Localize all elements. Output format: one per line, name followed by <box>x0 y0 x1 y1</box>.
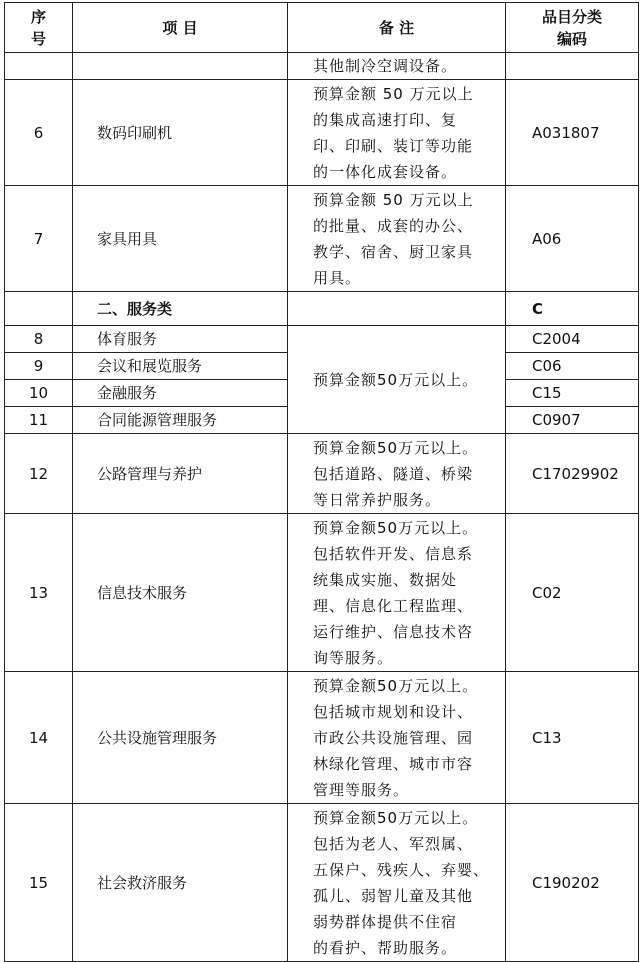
cell-seq: 6 <box>5 80 73 186</box>
cell-code: C02 <box>506 514 639 672</box>
section-code: C <box>506 292 639 326</box>
note-line: 统集成实施、数据处 <box>313 570 458 589</box>
note-line: 其他制冷空调设备。 <box>313 57 458 75</box>
header-code: 品目分类 编码 <box>506 3 639 53</box>
cell-seq: 7 <box>5 186 73 292</box>
table-row <box>5 326 639 353</box>
cell-code <box>506 53 639 80</box>
cell-note <box>288 434 506 514</box>
cell-item <box>73 53 288 80</box>
note-line: 预算金额50万元以上。 <box>313 808 479 827</box>
cell-item: 公路管理与养护 <box>73 434 288 514</box>
note-line: 的集成高速打印、复 <box>313 110 458 129</box>
cell-code: C190202 <box>506 804 639 962</box>
cell-code: C15 <box>506 380 639 407</box>
header-seq: 序 号 <box>5 3 73 53</box>
cell-code: C17029902 <box>506 434 639 514</box>
cell-seq <box>5 53 73 80</box>
cell-item: 会议和展览服务 <box>73 353 288 380</box>
cell-seq: 15 <box>5 804 73 962</box>
cell-item: 体育服务 <box>73 326 288 353</box>
note-line: 包括城市规划和设计、 <box>313 702 474 721</box>
note-line: 教学、宿舍、厨卫家具 <box>313 242 474 261</box>
table-row <box>5 186 639 292</box>
note-line: 管理等服务。 <box>313 780 410 799</box>
note-line: 理、信息化工程监理、 <box>313 596 474 615</box>
cell-item: 信息技术服务 <box>73 514 288 672</box>
cell-seq: 10 <box>5 380 73 407</box>
cell-note <box>288 186 506 292</box>
cell-note <box>288 292 506 326</box>
cell-item: 社会救济服务 <box>73 804 288 962</box>
cell-item: 数码印刷机 <box>73 80 288 186</box>
header-row <box>5 3 639 53</box>
note-line: 预算金额50万元以上。 <box>313 518 479 537</box>
section-title: 二、服务类 <box>73 292 288 326</box>
table-row-continuation <box>5 53 639 80</box>
note-line: 包括道路、隧道、桥梁 <box>313 464 474 483</box>
procurement-table <box>4 2 639 962</box>
note-line: 预算金额 50 万元以上 <box>313 190 474 209</box>
cell-item: 公共设施管理服务 <box>73 672 288 804</box>
note-line: 孤儿、弱智儿童及其他 <box>313 886 474 905</box>
note-line: 市政公共设施管理、园 <box>313 728 474 747</box>
note-line: 的一体化成套设备。 <box>313 162 458 181</box>
cell-seq: 14 <box>5 672 73 804</box>
header-note: 备 注 <box>288 3 506 53</box>
note-line: 预算金额50万元以上。 <box>313 438 479 457</box>
note-line: 运行维护、信息技术咨 <box>313 622 474 641</box>
table-row <box>5 434 639 514</box>
table-row <box>5 804 639 962</box>
cell-code: C06 <box>506 353 639 380</box>
note-line: 的批量、成套的办公、 <box>313 216 474 235</box>
note-line: 预算金额 50 万元以上 <box>313 84 474 103</box>
note-line: 用具。 <box>313 268 362 287</box>
cell-note <box>288 672 506 804</box>
cell-note <box>288 53 506 80</box>
cell-seq: 8 <box>5 326 73 353</box>
cell-note <box>288 514 506 672</box>
table-row <box>5 514 639 672</box>
cell-seq: 13 <box>5 514 73 672</box>
note-line: 包括为老人、军烈属、 <box>313 834 474 853</box>
table-row <box>5 80 639 186</box>
note-line: 五保户、残疾人、弃婴、 <box>313 860 490 879</box>
cell-note <box>288 804 506 962</box>
cell-code: C13 <box>506 672 639 804</box>
note-line: 弱势群体提供不住宿 <box>313 912 458 931</box>
note-line: 林绿化管理、城市市容 <box>313 754 474 773</box>
cell-code: A06 <box>506 186 639 292</box>
note-line: 询等服务。 <box>313 648 394 667</box>
note-line: 包括软件开发、信息系 <box>313 544 474 563</box>
cell-seq: 12 <box>5 434 73 514</box>
cell-seq <box>5 292 73 326</box>
note-line: 的看护、帮助服务。 <box>313 938 458 957</box>
cell-note <box>288 80 506 186</box>
cell-item: 合同能源管理服务 <box>73 407 288 434</box>
cell-code: C2004 <box>506 326 639 353</box>
header-item: 项 目 <box>73 3 288 53</box>
cell-seq: 11 <box>5 407 73 434</box>
table-row <box>5 672 639 804</box>
cell-item: 金融服务 <box>73 380 288 407</box>
cell-seq: 9 <box>5 353 73 380</box>
section-row <box>5 292 639 326</box>
note-line: 印、印刷、装订等功能 <box>313 136 474 155</box>
cell-item: 家具用具 <box>73 186 288 292</box>
note-line: 等日常养护服务。 <box>313 490 442 509</box>
merged-note-cell: 预算金额50万元以上。 <box>288 326 506 434</box>
note-line: 预算金额50万元以上。 <box>313 676 479 695</box>
cell-code: C0907 <box>506 407 639 434</box>
cell-code: A031807 <box>506 80 639 186</box>
